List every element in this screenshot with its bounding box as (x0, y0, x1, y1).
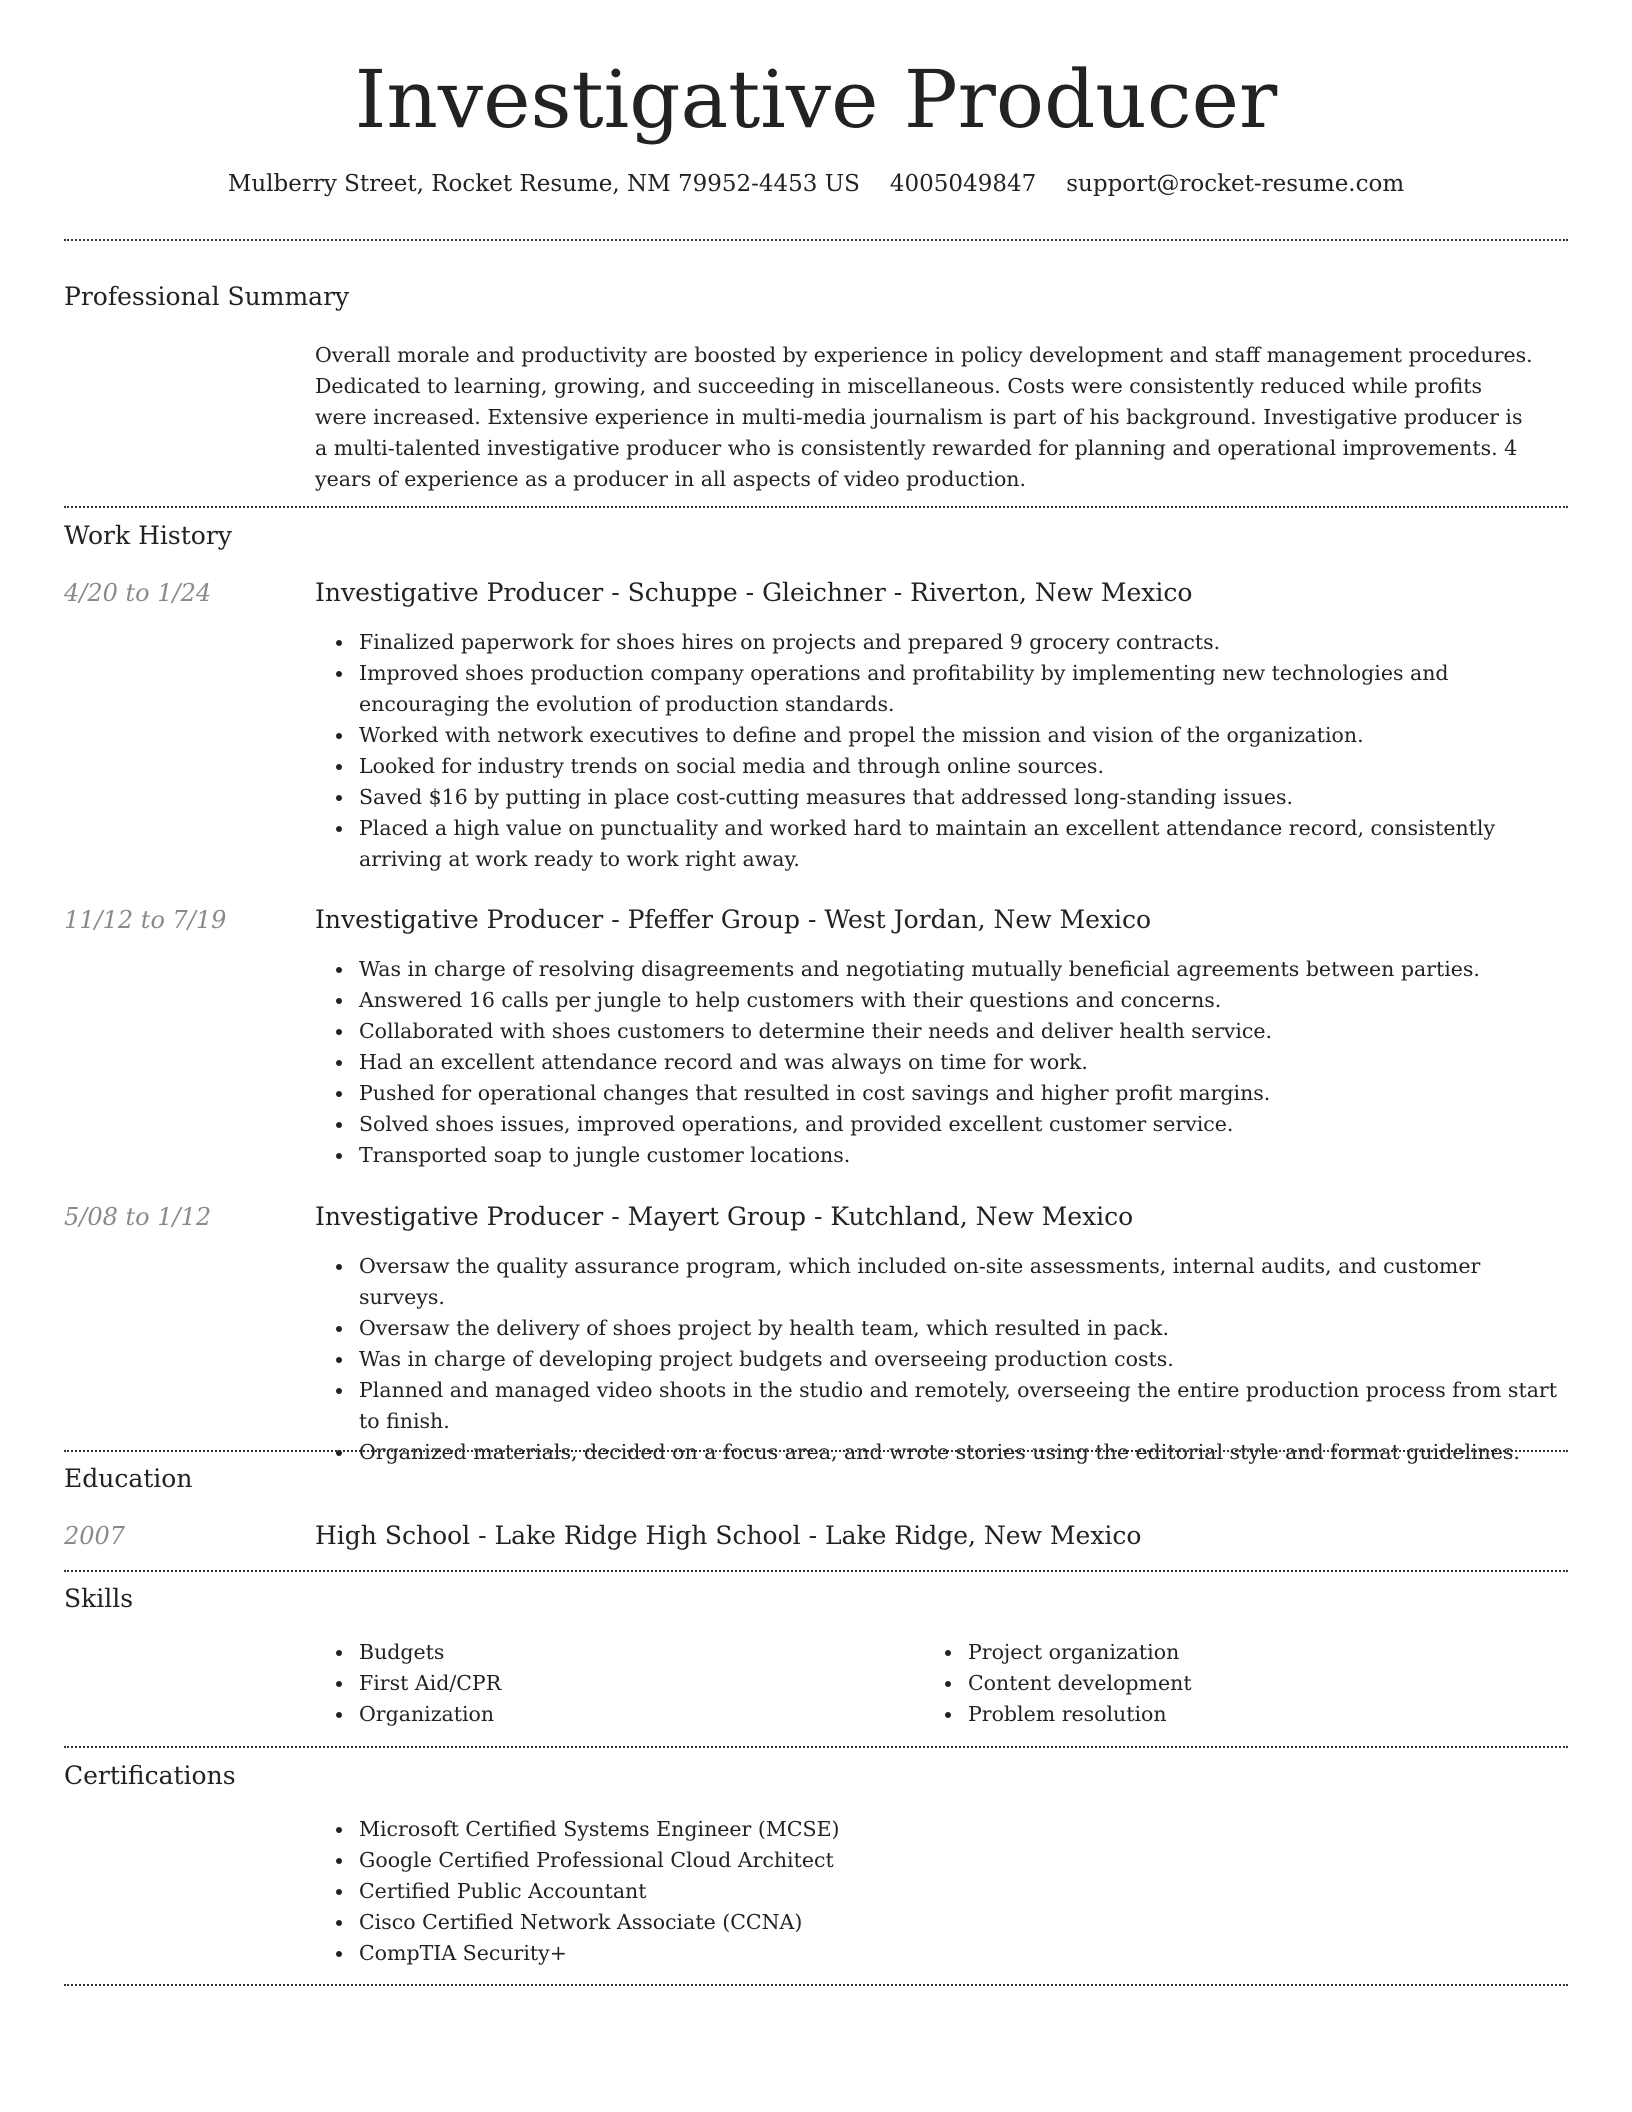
education-year: 2007 (64, 1522, 126, 1550)
section-divider (64, 506, 1568, 508)
job-dates: 4/20 to 1/24 (64, 579, 212, 607)
job-bullet: Organized materials, decided on a focus area, and wrote stories using the editorial style and format guidelines. (359, 1437, 1565, 1468)
contact-line (0, 168, 1632, 200)
job-bullet: Saved $16 by putting in place cost-cutting measures that addressed long-standing issues. (359, 782, 1565, 813)
section-divider (64, 1746, 1568, 1748)
certification-item: CompTIA Security+ (359, 1938, 1565, 1969)
skill-item: Organization (359, 1699, 915, 1730)
job-bullet: Worked with network executives to define and propel the mission and vision of the organization. (359, 720, 1565, 751)
job-bullet: Oversaw the delivery of shoes project by health team, which resulted in pack. (359, 1313, 1565, 1344)
skill-item: Content development (968, 1668, 1524, 1699)
job-dates: 11/12 to 7/19 (64, 906, 227, 934)
certification-item: Microsoft Certified Systems Engineer (MCSE) (359, 1814, 1565, 1845)
job-bullet: Improved shoes production company operations and profitability by implementing new technologies and encouraging the evolution of production standards. (359, 658, 1565, 720)
education-heading: Education (64, 1464, 193, 1493)
summary-heading: Professional Summary (64, 282, 350, 311)
section-divider (64, 1450, 1568, 1452)
job-bullets (315, 1251, 1565, 1468)
job-bullet: Had an excellent attendance record and was always on time for work. (359, 1047, 1565, 1078)
job-heading: Investigative Producer - Mayert Group - Kutchland, New Mexico (315, 1202, 1134, 1231)
skills-list-right (924, 1637, 1524, 1730)
section-divider (64, 239, 1568, 241)
section-divider (64, 1984, 1568, 1986)
skill-item: Budgets (359, 1637, 915, 1668)
section-divider (64, 1570, 1568, 1572)
certification-item: Google Certified Professional Cloud Architect (359, 1845, 1565, 1876)
job-bullet: Pushed for operational changes that resulted in cost savings and higher profit margins. (359, 1078, 1565, 1109)
job-bullet: Looked for industry trends on social media and through online sources. (359, 751, 1565, 782)
certification-item: Cisco Certified Network Associate (CCNA) (359, 1907, 1565, 1938)
job-bullet: Placed a high value on punctuality and worked hard to maintain an excellent attendance record, consistently arriving at work ready to work right away. (359, 813, 1565, 875)
job-bullets (315, 954, 1565, 1171)
skill-item: Problem resolution (968, 1699, 1524, 1730)
education-heading-line: High School - Lake Ridge High School - Lake Ridge, New Mexico (315, 1521, 1142, 1550)
candidate-name: Investigative Producer (354, 53, 1278, 146)
skills-heading: Skills (64, 1584, 134, 1613)
job-bullet: Collaborated with shoes customers to determine their needs and deliver health service. (359, 1016, 1565, 1047)
certifications-list (315, 1814, 1565, 1969)
job-bullet: Was in charge of resolving disagreements and negotiating mutually beneficial agreements between parties. (359, 954, 1565, 985)
work-history-heading: Work History (64, 521, 232, 550)
contact-email: support@rocket-resume.com (1066, 171, 1405, 197)
skill-item: First Aid/CPR (359, 1668, 915, 1699)
skills-list-left (315, 1637, 915, 1730)
job-bullet: Transported soap to jungle customer locations. (359, 1140, 1565, 1171)
job-bullets (315, 627, 1565, 875)
contact-phone: 4005049847 (889, 171, 1037, 197)
certifications-heading: Certifications (64, 1761, 236, 1790)
summary-text: Overall morale and productivity are boosted by experience in policy development and staff management procedures. Dedicated to learning, growing, and succeeding in miscellaneous. Costs were consistently reduced while profits were increased. Extensive experience in multi-media journalism is part of his background. Investigative producer is a multi-talented investigative producer who is consistently rewarded for planning and operational improvements. 4 years of experience as a producer in all aspects of video production. (315, 343, 1533, 491)
job-heading: Investigative Producer - Pfeffer Group - West Jordan, New Mexico (315, 905, 1152, 934)
certification-item: Certified Public Accountant (359, 1876, 1565, 1907)
skill-item: Project organization (968, 1637, 1524, 1668)
job-heading: Investigative Producer - Schuppe - Gleichner - Riverton, New Mexico (315, 578, 1193, 607)
job-bullet: Oversaw the quality assurance program, which included on-site assessments, internal audits, and customer surveys. (359, 1251, 1565, 1313)
job-bullet: Solved shoes issues, improved operations, and provided excellent customer service. (359, 1109, 1565, 1140)
job-bullet: Finalized paperwork for shoes hires on projects and prepared 9 grocery contracts. (359, 627, 1565, 658)
job-bullet: Planned and managed video shoots in the studio and remotely, overseeing the entire production process from start to finish. (359, 1375, 1565, 1437)
contact-address: Mulberry Street, Rocket Resume, NM 79952-4453 US (227, 171, 860, 197)
job-dates: 5/08 to 1/12 (64, 1203, 212, 1231)
job-bullet: Answered 16 calls per jungle to help customers with their questions and concerns. (359, 985, 1565, 1016)
job-bullet: Was in charge of developing project budgets and overseeing production costs. (359, 1344, 1565, 1375)
